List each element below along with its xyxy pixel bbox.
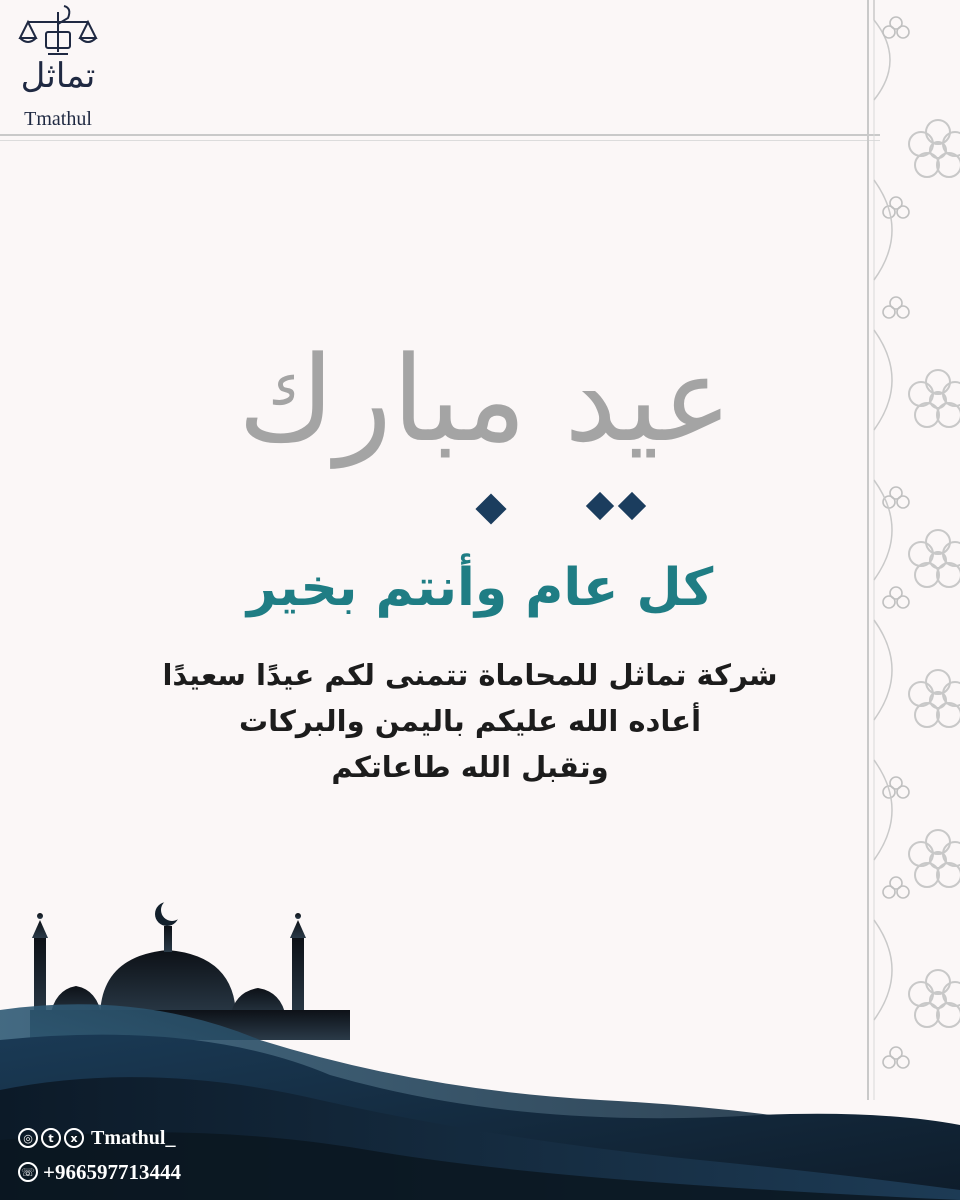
x-icon[interactable]: x bbox=[64, 1128, 84, 1148]
brand-name-arabic: تماثل bbox=[20, 56, 96, 96]
message-line: شركة تماثل للمحاماة تتمنى لكم عيدًا سعيدًا bbox=[162, 658, 778, 692]
greeting-message bbox=[120, 652, 820, 790]
instagram-icon[interactable]: ◎ bbox=[18, 1128, 38, 1148]
brand-name-latin: Tmathul bbox=[24, 108, 92, 130]
scales-of-justice-icon bbox=[14, 4, 102, 60]
phone-whatsapp-icon[interactable]: ☏ bbox=[18, 1162, 38, 1182]
contact-info bbox=[18, 1124, 258, 1194]
calligraphy-accent-dots bbox=[230, 300, 740, 530]
top-divider bbox=[0, 134, 880, 136]
message-line: وتقبل الله طاعاتكم bbox=[331, 750, 609, 784]
social-handle[interactable]: Tmathul_ bbox=[91, 1126, 176, 1149]
phone-number[interactable]: +966597713444 bbox=[43, 1159, 181, 1184]
message-line: أعاده الله عليكم باليمن والبركات bbox=[238, 704, 702, 738]
top-divider-inner bbox=[0, 140, 880, 141]
greeting-subtitle: كل عام وأنتم بخير bbox=[246, 558, 714, 618]
brand-logo bbox=[8, 4, 108, 132]
tiktok-icon[interactable]: t bbox=[41, 1128, 61, 1148]
social-row bbox=[18, 1124, 175, 1152]
crescent-moon-icon bbox=[155, 899, 183, 926]
phone-row bbox=[18, 1158, 181, 1186]
eid-mubarak-calligraphy bbox=[230, 300, 740, 520]
eid-title: عيد مبارك bbox=[237, 330, 733, 468]
